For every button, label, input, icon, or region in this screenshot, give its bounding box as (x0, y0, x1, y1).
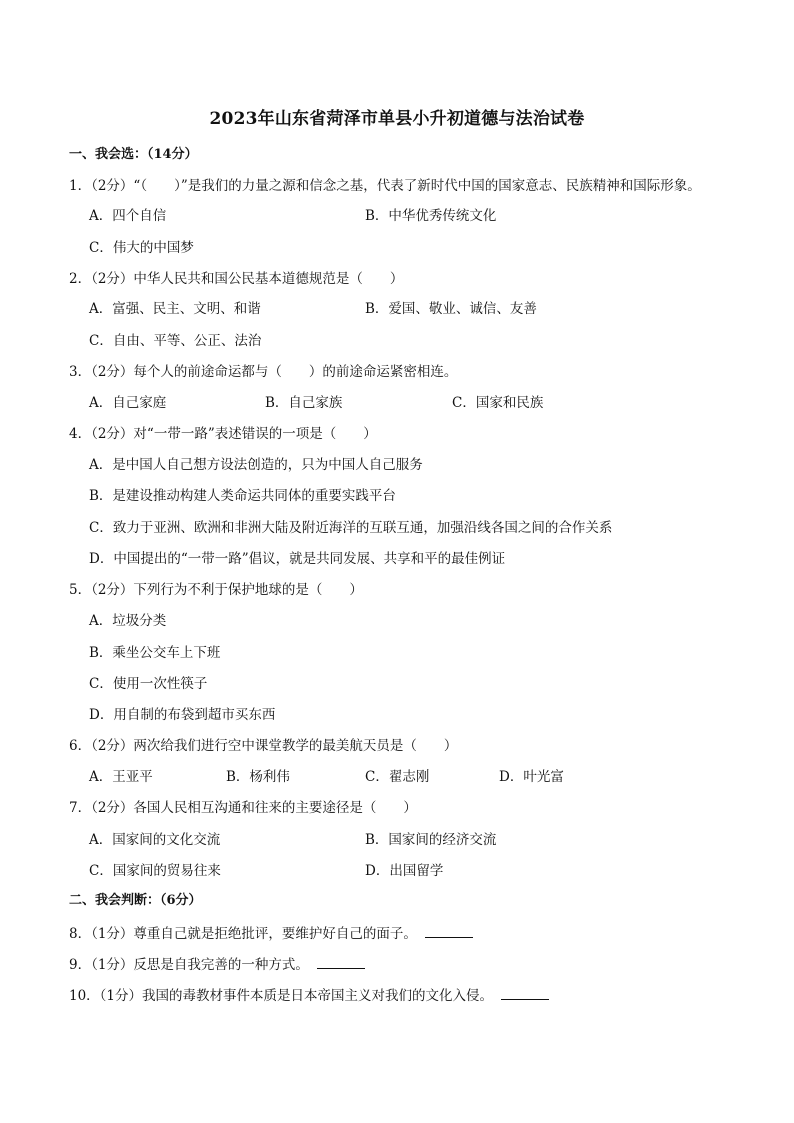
exam-title: 2023年山东省菏泽市单县小升初道德与法治试卷 (209, 109, 585, 129)
question-3-option-a: A．自己家庭 (89, 395, 167, 411)
question-2-option-b: B．爱国、敬业、诚信、友善 (365, 301, 537, 317)
question-2-option-a: A．富强、民主、文明、和谐 (89, 301, 261, 317)
question-4-option-a: A．是中国人自己想方设法创造的，只为中国人自己服务 (89, 457, 423, 473)
judgment-10-text: 10．（1分）我国的毒教材事件本质是日本帝国主义对我们的文化入侵。 (69, 988, 494, 1004)
question-5-option-b: B．乘坐公交车上下班 (89, 645, 221, 661)
question-6-option-b: B．杨利伟 (226, 769, 290, 785)
judgment-10 (69, 986, 549, 1006)
question-5-option-d: D．用自制的布袋到超市买东西 (89, 707, 276, 723)
judgment-8 (69, 924, 473, 944)
question-4-stem: 4．（2分）对“一带一路”表述错误的一项是（ ） (69, 426, 377, 442)
section-heading-choice: 一、我会选：（14分） (69, 147, 198, 162)
question-3-option-c: C．国家和民族 (452, 395, 544, 411)
judgment-9-text: 9．（1分）反思是自我完善的一种方式。 (69, 957, 309, 973)
question-7-stem: 7．（2分）各国人民相互沟通和往来的主要途径是（ ） (69, 800, 417, 816)
question-1-option-a: A．四个自信 (89, 208, 167, 224)
question-1-stem: 1．（2分）“（ ）”是我们的力量之源和信念之基，代表了新时代中国的国家意志、民族精神和国际形象。 (69, 178, 701, 194)
question-3-option-b: B．自己家族 (265, 395, 343, 411)
answer-blank[interactable] (317, 956, 365, 969)
question-6-option-a: A．王亚平 (89, 769, 153, 785)
question-1-option-b: B．中华优秀传统文化 (365, 208, 497, 224)
judgment-9 (69, 955, 365, 975)
question-4-option-d: D．中国提出的“一带一路”倡议，就是共同发展、共享和平的最佳例证 (89, 551, 506, 567)
judgment-8-text: 8．（1分）尊重自己就是拒绝批评，要维护好自己的面子。 (69, 926, 417, 942)
question-7-option-a: A．国家间的文化交流 (89, 832, 221, 848)
question-6-option-d: D．叶光富 (499, 769, 564, 785)
answer-blank[interactable] (501, 987, 549, 1000)
question-6-option-c: C．翟志刚 (365, 769, 430, 785)
question-2-option-c: C．自由、平等、公正、法治 (89, 333, 262, 349)
question-5-option-c: C．使用一次性筷子 (89, 676, 208, 692)
question-2-stem: 2．（2分）中华人民共和国公民基本道德规范是（ ） (69, 271, 404, 287)
question-4-option-b: B．是建设推动构建人类命运共同体的重要实践平台 (89, 488, 396, 504)
question-5-stem: 5．（2分）下列行为不利于保护地球的是（ ） (69, 582, 363, 598)
question-5-option-a: A．垃圾分类 (89, 613, 167, 629)
question-7-option-c: C．国家间的贸易往来 (89, 863, 221, 879)
question-1-option-c: C．伟大的中国梦 (89, 240, 194, 256)
question-4-option-c: C．致力于亚洲、欧洲和非洲大陆及附近海洋的互联互通，加强沿线各国之间的合作关系 (89, 520, 613, 536)
question-6-stem: 6．（2分）两次给我们进行空中课堂教学的最美航天员是（ ） (69, 738, 458, 754)
question-7-option-b: B．国家间的经济交流 (365, 832, 497, 848)
question-7-option-d: D．出国留学 (365, 863, 444, 879)
section-heading-judgment: 二、我会判断：（6分） (69, 893, 202, 908)
answer-blank[interactable] (425, 925, 473, 938)
question-3-stem: 3．（2分）每个人的前途命运都与（ ）的前途命运紧密相连。 (69, 364, 458, 380)
